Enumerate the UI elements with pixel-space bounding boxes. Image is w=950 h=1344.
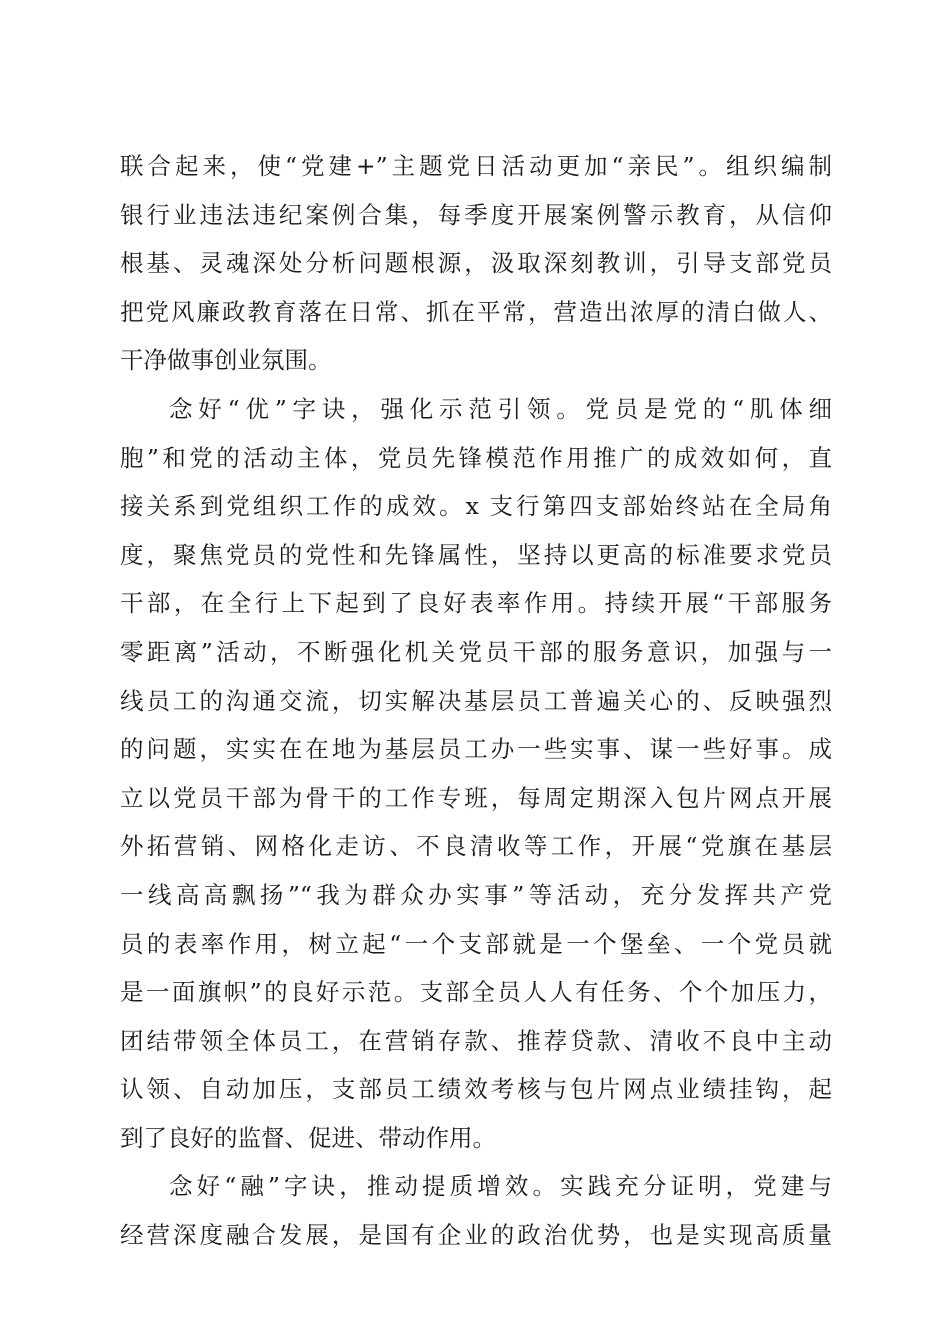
document-body: [120, 142, 832, 1260]
paragraph-line: 联合起来，使“党建+”主题党日活动更加“亲民”。组织编制: [120, 152, 832, 180]
paragraph-3: [120, 1162, 832, 1259]
paragraph-1: [120, 142, 832, 385]
paragraph-line: 根基、灵魂深处分析问题根源，汲取深刻教训，引导支部党员: [120, 249, 832, 278]
paragraph-line: 到了良好的监督、促进、带动作用。: [120, 1123, 496, 1152]
paragraph-line: 经营深度融合发展，是国有企业的政治优势，也是实现高质量: [120, 1221, 832, 1250]
paragraph-line: 认领、自动加压，支部员工绩效考核与包片网点业绩挂钩，起: [120, 1075, 832, 1104]
paragraph-line: 零距离”活动，不断强化机关党员干部的服务意识，加强与一: [120, 637, 832, 666]
paragraph-line: 的问题，实实在在地为基层员工办一些实事、谋一些好事。成: [120, 735, 832, 764]
paragraph-line: 立以党员干部为骨干的工作专班，每周定期深入包片网点开展: [120, 783, 832, 812]
paragraph-line: 一线高高飘扬”“我为群众办实事”等活动，充分发挥共产党: [120, 880, 832, 909]
paragraph-2: [120, 385, 832, 1163]
paragraph-line: 念好“优”字诀，强化示范引领。党员是党的“肌体细: [169, 394, 832, 423]
paragraph-line: 银行业违法违纪案例合集，每季度开展案例警示教育，从信仰: [120, 200, 832, 229]
paragraph-line: 外拓营销、网格化走访、不良清收等工作，开展“党旗在基层: [120, 832, 832, 861]
paragraph-line: 干部，在全行上下起到了良好表率作用。持续开展“干部服务: [120, 589, 832, 618]
paragraph-line: 员的表率作用，树立起“一个支部就是一个堡垒、一个党员就: [120, 929, 832, 958]
paragraph-line: 是一面旗帜”的良好示范。支部全员人人有任务、个个加压力，: [120, 978, 832, 1007]
paragraph-line: 团结带领全体员工，在营销存款、推荐贷款、清收不良中主动: [120, 1026, 832, 1055]
paragraph-line: 把党风廉政教育落在日常、抓在平常，营造出浓厚的清白做人、: [120, 297, 832, 326]
paragraph-line: 胞”和党的活动主体，党员先锋模范作用推广的成效如何，直: [120, 443, 832, 472]
paragraph-line: 线员工的沟通交流，切实解决基层员工普遍关心的、反映强烈: [120, 686, 832, 715]
paragraph-line: 度，聚焦党员的党性和先锋属性，坚持以更高的标准要求党员: [120, 540, 832, 569]
paragraph-line: 接关系到党组织工作的成效。x 支行第四支部始终站在全局角: [120, 492, 832, 521]
paragraph-line: 干净做事创业氛围。: [120, 346, 332, 375]
paragraph-line: 念好“融”字诀，推动提质增效。实践充分证明，党建与: [169, 1172, 832, 1201]
